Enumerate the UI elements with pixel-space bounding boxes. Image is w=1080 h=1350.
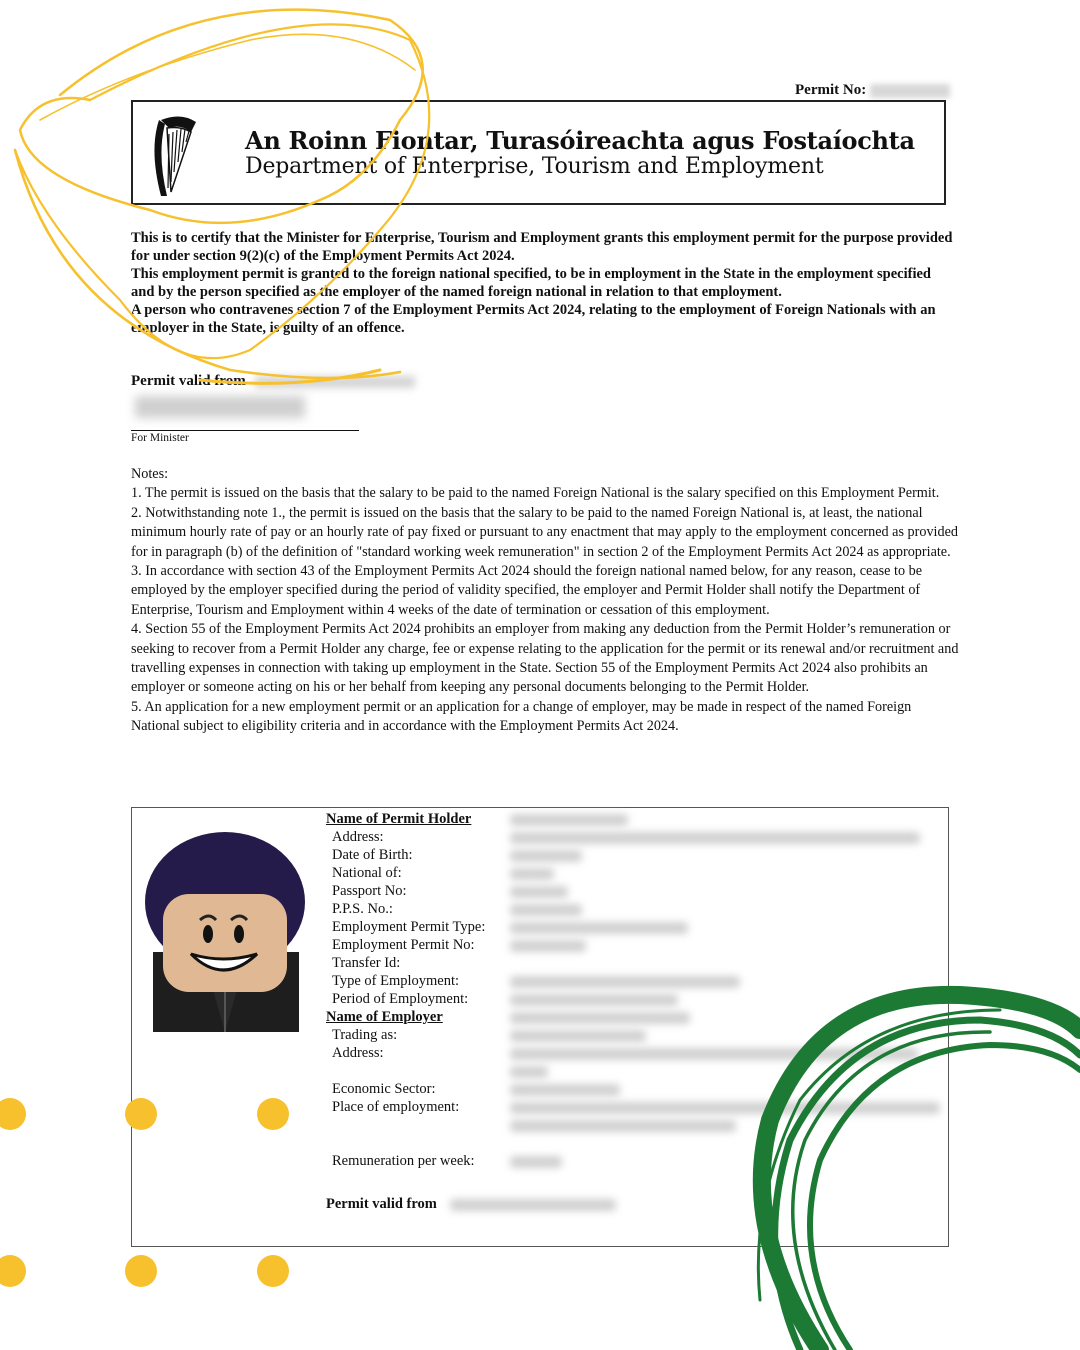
for-minister-caption: For Minister — [131, 432, 189, 444]
address-label: Address: — [332, 829, 384, 845]
redacted-value — [510, 1156, 562, 1168]
note-item: 5. An application for a new employment permit or an application for a change of employer, may be made in respect of the named Foreign National subject to eligibility criteria and in accordance with the Employment Permits Act 2024. — [131, 698, 912, 735]
signature-line — [131, 430, 359, 431]
redacted-value — [450, 1199, 616, 1211]
redacted-value — [510, 1030, 646, 1042]
department-name-irish: An Roinn Fiontar, Turasóireachta agus Fostaíochta — [245, 126, 915, 155]
redacted-value — [510, 886, 568, 898]
passport-label: Passport No: — [332, 883, 407, 899]
redacted-value — [510, 976, 740, 988]
remuneration-label: Remuneration per week: — [332, 1153, 475, 1169]
redacted-signature — [135, 396, 305, 418]
permit-valid-from — [131, 373, 415, 390]
certification-paragraph: A person who contravenes section 7 of the Employment Permits Act 2024, relating to the employment of Foreign Nationals with an employer in the State, is guilty of an offence. — [131, 302, 936, 336]
redacted-value — [510, 1048, 918, 1060]
redacted-value — [510, 904, 582, 916]
date-of-birth-label: Date of Birth: — [332, 847, 413, 863]
certification-text — [131, 229, 956, 337]
redacted-value — [510, 1066, 548, 1078]
department-name-english: Department of Enterprise, Tourism and Employment — [245, 154, 824, 179]
trading-as-label: Trading as: — [332, 1027, 398, 1043]
redacted-value — [510, 850, 582, 862]
economic-sector-label: Economic Sector: — [332, 1081, 436, 1097]
redacted-value — [510, 814, 628, 826]
permit-valid-from-label: Permit valid from — [131, 373, 246, 389]
permit-number-label: Permit No: — [795, 82, 867, 98]
note-item: 2. Notwithstanding note 1., the permit is issued on the basis that the salary to be paid to the named Foreign National is, at least, the national minimum hourly rate of pay or an hourly rate of pay fixed or pursuant to any enactment that may apply to the employment concerned as provided for in paragraph (b) of the definition of "standard working week remuneration" in section 2 of the Employment Permits Act 2024 as appropriate. — [131, 504, 958, 560]
permit-holder-details — [131, 807, 949, 1247]
certification-paragraph: This is to certify that the Minister for Enterprise, Tourism and Employment grants this employment permit for the purpose provided for under section 9(2)(c) of the Employment Permits Act 2024. — [131, 230, 953, 264]
permit-number-field-label: Employment Permit No: — [332, 937, 475, 953]
place-of-employment-label: Place of employment: — [332, 1099, 460, 1115]
national-of-label: National of: — [332, 865, 402, 881]
avatar-illustration — [145, 822, 305, 1032]
notes-heading: Notes: — [131, 466, 169, 482]
redacted-value — [510, 922, 688, 934]
redacted-value — [510, 1120, 736, 1132]
employment-period-label: Period of Employment: — [332, 991, 469, 1007]
note-item: 3. In accordance with section 43 of the Employment Permits Act 2024 should the foreign national named below, for any reason, cease to be employed by the employer specified during the period of validity specified, the employer and Permit Holder shall notify the Department of Enterprise, Tourism and Employment within 4 weeks of the date of termination or cessation of this employment. — [131, 563, 922, 618]
redacted-valid-dates — [255, 376, 415, 388]
employer-heading: Name of Employer — [326, 1009, 443, 1025]
permit-number — [795, 82, 950, 99]
redacted-value — [510, 832, 920, 844]
department-header — [131, 100, 946, 205]
redacted-value — [510, 1012, 690, 1024]
employment-type-label: Type of Employment: — [332, 973, 460, 989]
certification-paragraph: This employment permit is granted to the foreign national specified, to be in employment in the State in the employment specified and by the person specified as the employer of the named foreign national in relation to that employment. — [131, 266, 931, 300]
transfer-id-label: Transfer Id: — [332, 955, 401, 971]
notes-section — [131, 465, 961, 737]
permit-valid-from-bottom-label: Permit valid from — [326, 1196, 437, 1212]
note-item: 1. The permit is issued on the basis that the salary to be paid to the named Foreign National is the salary specified on this Employment Permit. — [131, 485, 940, 502]
redacted-value — [510, 1084, 620, 1096]
redacted-value — [510, 940, 586, 952]
note-item: 4. Section 55 of the Employment Permits Act 2024 prohibits an employer from making any deduction from the Permit Holder’s remuneration or seeking to recover from a Permit Holder any charge, fee or expense relating to the application for the permit or its renewal and/or recruitment and travelling expenses in connection with taking up employment in the State. Section 55 of the Employment Permits Act 2024 also prohibits an employer or someone acting on his or her behalf from keeping any personal documents belonging to the Permit Holder. — [131, 621, 959, 696]
harp-emblem-icon — [141, 110, 201, 200]
redacted-value — [510, 994, 678, 1006]
redacted-permit-number — [870, 84, 950, 98]
permit-type-label: Employment Permit Type: — [332, 919, 486, 935]
redacted-value — [510, 868, 554, 880]
pps-label: P.P.S. No.: — [332, 901, 393, 917]
employer-address-label: Address: — [332, 1045, 384, 1061]
permit-holder-heading: Name of Permit Holder — [326, 811, 472, 827]
redacted-value — [510, 1102, 940, 1114]
